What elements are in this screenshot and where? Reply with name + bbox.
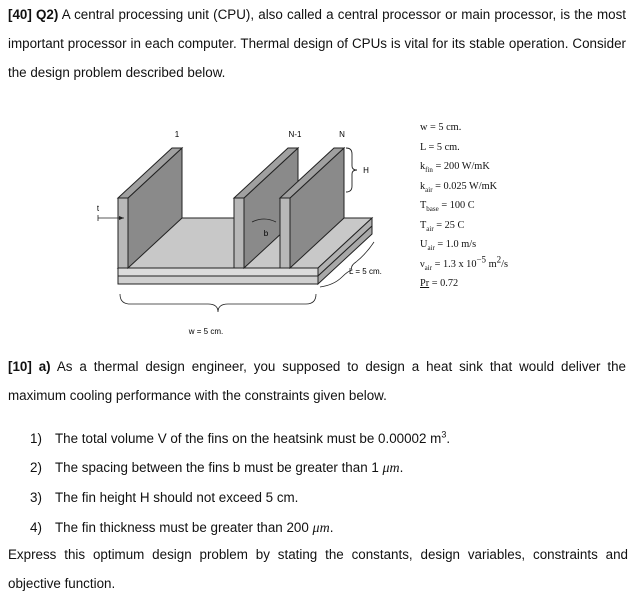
length-label: L = 5 cm. (349, 267, 382, 276)
final-paragraph: Express this optimum design problem by stating the constants, design variables, constraints and objective function. (8, 547, 628, 591)
task-paragraph (8, 352, 626, 410)
constraint-item: 4) The fin thickness must be greater than 200 μm. (30, 520, 334, 536)
fin-label-1: 1 (174, 130, 180, 139)
width-label: w = 5 cm. (188, 327, 224, 336)
constraint-item: 3) The fin height H should not exceed 5 cm. (30, 490, 299, 505)
base-plate-front (118, 268, 318, 276)
fin-n-front (280, 198, 290, 268)
param-pr: Pr = 0.72 (420, 278, 459, 289)
height-label: H (363, 166, 369, 175)
question-label: [40] Q2) (8, 7, 59, 22)
param-L: L = 5 cm. (420, 141, 460, 153)
param-t-air: $T_{air} = 25$ C (420, 219, 465, 233)
intro-text: A central processing unit (CPU), also called a central processor or main processor, is the most important processor in each computer. Thermal design of CPUs is vital for its stable operation. Consider the design problem described below. (8, 7, 626, 80)
constraint-item: 1) The total volume V of the fins on the heatsink must be 0.00002 $m^3$. (30, 429, 451, 446)
fin-n-minus-1-front (234, 198, 244, 268)
param-k-fin: $k_{fin} = 200$ W/mK (420, 161, 490, 175)
width-brace (120, 294, 316, 312)
constraint-item: 2) The spacing between the fins b must be greater than 1 μm. (30, 460, 404, 476)
param-nu-air: $\nu_{air} = 1.3$ x $10^{-5}$ $m^2/s$ (420, 254, 509, 272)
parameter-list (420, 118, 508, 294)
constraint-list (30, 424, 450, 543)
height-brace (346, 148, 357, 192)
param-k-air: $k_{air} = 0.025$ W/mK (420, 180, 498, 194)
fin-label-n: N (339, 130, 345, 139)
heat-sink-diagram (0, 118, 630, 350)
spacing-label: b (263, 229, 269, 238)
task-label: [10] a) (8, 359, 51, 374)
param-u-air: $U_{air} = 1.0$ m/s (420, 239, 477, 253)
task-text: As a thermal design engineer, you supposed to design a heat sink that would deliver the maximum cooling performance with the constraints given below. (8, 359, 626, 403)
thickness-label: t (96, 204, 100, 213)
fin-label-n-minus-1: N-1 (288, 130, 302, 139)
fin-1-front (118, 198, 128, 268)
param-t-base: $T_{base} = 100$ C (420, 200, 475, 214)
intro-paragraph (8, 0, 626, 87)
base-plate-layer (118, 276, 318, 284)
param-w: w = 5 cm. (420, 122, 462, 133)
